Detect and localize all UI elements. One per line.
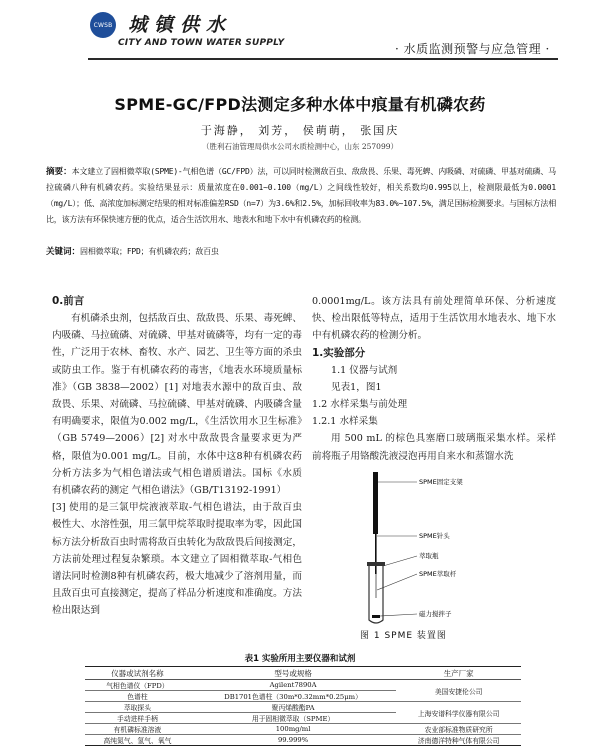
sampling-paragraph: 用 500 mL 的棕色具塞磨口玻璃瓶采集水样。采样前将瓶子用铬酸洗液浸泡再用自来水和蒸馏水洗 <box>312 433 556 462</box>
stir-bar-shape <box>372 615 380 618</box>
keywords <box>46 245 556 257</box>
table-cell: 萃取探头 <box>85 702 190 713</box>
table-header-cell: 仪器或试剂名称 <box>85 667 190 680</box>
header-rule <box>88 58 558 60</box>
paper-title: SPME-GC/FPD法测定多种水体中痕量有机磷农药 <box>114 95 486 114</box>
table-row <box>85 724 521 735</box>
table-caption: 表1 实验所用主要仪器和试剂 <box>244 654 356 664</box>
abstract-label: 摘要： <box>46 167 72 177</box>
leader-line <box>383 556 417 566</box>
table-cell: 100mg/ml <box>190 724 396 735</box>
table-cell: Agilent7890A <box>190 680 396 691</box>
intro-paragraph-2: [3] 使用的是三氯甲烷液液萃取-气相色谱法，由于敌百虫极性大、水溶性强，用三氯甲烷萃取时提取率为零，因此国标方法分析敌百虫时需将敌百虫转化为敌敌畏后间接测定，方法前处理过程复杂繁琐。本文建立了固相微萃取-气相色谱法同时检测8种有机磷农药，极大地减少了溶剂用量，而且敌百虫可直接测定，提高了样品分析速度和准确度。方法检出限达到 <box>52 502 302 617</box>
intro-paragraph-1: 有机磷杀虫剂，包括敌百虫、敌敌畏、乐果、毒死蜱、内吸磷、马拉硫磷、对硫磷、甲基对硫磷等，均有一定的毒性，广泛用于农林、畜牧、水产、园艺、卫生等方面的杀虫或防虫工作。鉴于有机磷农药的毒害，《地表水环境质量标准》（GB 3838—2002）[1] 对地表水源中的敌百虫、敌敌畏、乐果、对硫磷、马拉硫磷、甲基对硫磷、内吸磷含量有明确要求，限值为0.002 mg/L，《生活饮用水卫生标准》（GB 5749—2006）[2] 对水中敌敌畏含量要求更为严格，限值为0.001 mg/L。目前，水体中这8种有机磷农药分析方法多为气相色谱法或气相色谱质谱法。国标《水质 有机磷农药的测定 气相色谱法》（GB/T13192-1991） <box>52 313 302 497</box>
abstract <box>46 164 556 228</box>
table-cell: 用于固相微萃取（SPME） <box>190 713 396 724</box>
table-cell: 济南德洋特种气体有限公司 <box>396 735 521 746</box>
figure-label-vial: 萃取瓶 <box>419 552 439 560</box>
table-cell: 色谱柱 <box>85 691 190 702</box>
spme-needle-shape <box>375 534 377 574</box>
affiliation: （胜利石油管理局供水公司水质检测中心，山东 257099） <box>201 142 398 151</box>
table-cell: 气相色谱仪（FPD） <box>85 680 190 691</box>
abstract-text: 本文建立了固相微萃取(SPME)-气相色谱（GC/FPD）法，可以同时检测敌百虫、敌敌畏、乐果、毒死蜱、内吸磷、对硫磷、甲基对硫磷、马拉硫磷八种有机磷农药。实验结果显示：质量浓度在0.001~0.100（mg/L）之间线性较好，相关系数均0.995以上，检测限最低为0.0001（mg/L）；低、高浓度加标测定结果的相对标准偏差RSD（n=7）为3.6%和2.5%，加标回收率为83.0%~107.5%，满足国标检测要求。与国标方法相比，该方法有环保快速方便的优点，适合生活饮用水、地表水和地下水中有机磷农药的检测。 <box>46 167 556 224</box>
subsection-1-2-1: 1.2.1 水样采集 <box>312 416 378 428</box>
figure-label-holder: SPME固定支架 <box>419 478 463 486</box>
section-tag: · 水质监测预警与应急管理 · <box>395 42 550 56</box>
figure-label-needle: SPME针头 <box>419 532 450 540</box>
table-cell: 农业部标准物质研究所 <box>396 724 521 735</box>
vial-cap-shape <box>367 562 385 566</box>
table-header-cell: 型号或规格 <box>190 667 396 680</box>
journal-logo-cn: 城镇供水 <box>128 14 233 36</box>
table-row <box>85 702 521 713</box>
table-cell: 高纯氮气、氢气、氧气 <box>85 735 190 746</box>
logo-icon: CWSB <box>90 12 116 38</box>
table-header-cell: 生产厂家 <box>396 667 521 680</box>
spme-holder-shape <box>373 472 378 534</box>
subsection-1-1-text: 见表1，图1 <box>331 381 382 393</box>
table-cell: 上海安谱科学仪器有限公司 <box>396 702 521 724</box>
instruments-table <box>85 666 521 746</box>
section-heading-experiment: 1.实验部分 <box>312 346 366 359</box>
authors: 于海静， 刘芳， 侯萌萌， 张国庆 <box>200 124 400 137</box>
intro-paragraph-cont: 0.0001mg/L。该方法具有前处理简单环保、分析速度快、检出限低等特点，适用于生活饮用水地表水、地下水中有机磷农药的检测分析。 <box>312 296 556 342</box>
table-cell: 手动进样手柄 <box>85 713 190 724</box>
figure-label-fiber: SPME萃取杆 <box>419 570 457 578</box>
spme-apparatus-figure <box>325 470 525 640</box>
keywords-text: 固相微萃取；FPD；有机磷农药；敌百虫 <box>80 247 219 256</box>
subsection-1-1: 1.1 仪器与试剂 <box>331 364 398 376</box>
table-cell: 99.999% <box>190 735 396 746</box>
left-column <box>52 293 302 620</box>
table-cell: 聚丙烯酸酯PA <box>190 702 396 713</box>
leader-line <box>380 614 417 616</box>
journal-logo-en: CITY AND TOWN WATER SUPPLY <box>118 38 285 48</box>
table-row <box>85 680 521 691</box>
table-cell: 有机磷标准溶液 <box>85 724 190 735</box>
table-cell: DB1701色谱柱（30m*0.32mm*0.25μm） <box>190 691 396 702</box>
section-heading-intro: 0.前言 <box>52 295 85 307</box>
subsection-1-2: 1.2 水样采集与前处理 <box>312 399 408 411</box>
figure-label-stirbar: 磁力搅拌子 <box>419 610 452 618</box>
keywords-label: 关键词： <box>46 247 81 257</box>
table-cell: 美国安捷伦公司 <box>396 680 521 702</box>
table-header-row <box>85 667 521 680</box>
right-column <box>312 293 556 465</box>
figure-caption: 图 1 SPME 装置图 <box>360 631 447 641</box>
